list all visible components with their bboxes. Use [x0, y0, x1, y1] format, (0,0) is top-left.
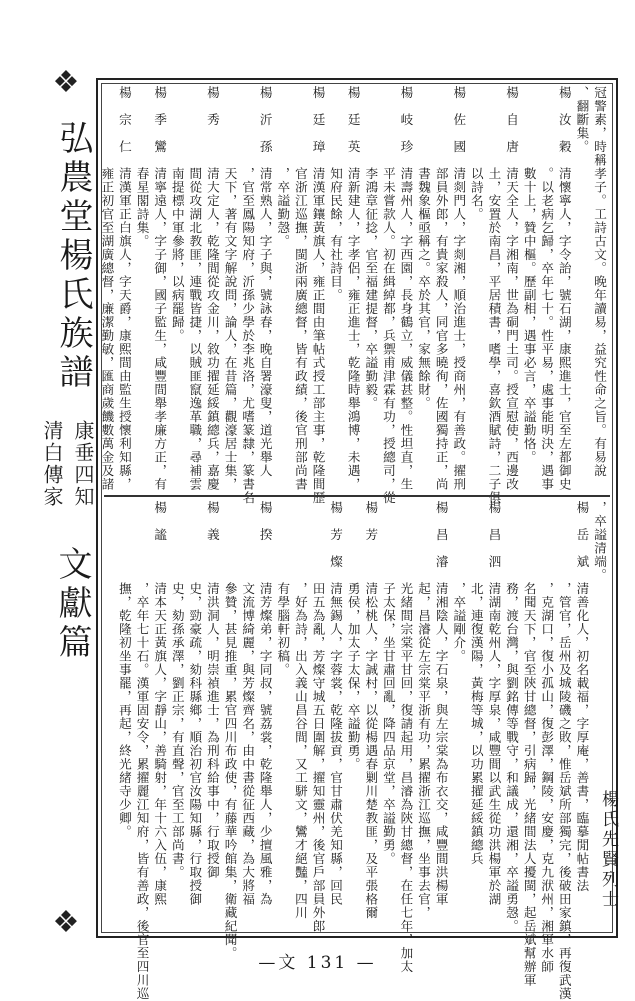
text-column: ，卒謚清端。 [592, 501, 607, 582]
text-column: 楊 廷 璋 清漢軍鑲黃旗人，雍正間由筆帖式授工部主事，乾隆間歷 [310, 86, 326, 505]
text-column: ，克湖口，復小孤山，復彭澤，鋼陵，安慶，克九洑州，湘軍水師 [539, 501, 555, 974]
text-column: 楊 岳 斌 清善化人，初名載福，字厚庵，善書，臨摹閒帖書法 [574, 501, 590, 893]
text-column: 楊 昌 泗 清湖南乾州人，字厚泉，咸豐間以武生從功洪楊軍於湖 [486, 501, 502, 906]
text-column: 、翻斷集。 [574, 86, 590, 154]
text-column: 史，劾孫承澤，劉正宗，有直聲，官至工部尚書。 [169, 501, 185, 879]
motto-line-1: 康垂四知 [71, 420, 95, 508]
text-column: ，卒謚剛介。 [451, 501, 467, 663]
text-column: 李鴻章征捻，官至福建提督，卒謚勤毅。 [363, 86, 379, 410]
text-column: 田五為亂，芳燦守城五日圍解，擢知靈州，後官戶部員外郎 [310, 501, 326, 933]
text-column: ，卒年七十石。漢軍固安令，累擢麗江知府，皆有善政，後官至四川巡 [134, 501, 150, 1001]
text-column: 知府民餘，有社詩目。 [328, 86, 344, 302]
text-column: 楊 佐 國 清剡門人，字剡湘，順治進士，授商州，有善政。擢刑 [451, 86, 467, 491]
text-column: 楊 芳 清松桃人，字誠村，以從楊遇春剿川楚教匪，及平張格爾 [363, 501, 379, 920]
text-column: 楊 芳 燦 清無錫人，字蓉裳，乾隆拔貢，官甘肅伏羌知縣，回民 [328, 501, 344, 906]
text-column: 起，昌濬從左宗棠平浙有功，累擢浙江巡撫，坐事去官， [416, 501, 432, 920]
left-banner [38, 60, 96, 940]
text-column: 楊 沂 孫 清常熟人，字子與，號詠春，晚自署濠叟，道光舉人 [257, 86, 273, 478]
text-column: ，官至鳳陽知府，沂孫少學於李兆洛，尤嗜篆隸，篆書名 [240, 86, 256, 505]
diamond-knot-ornament-icon: ❖ [52, 904, 80, 940]
text-column: 參贊，甚見推重，累官四川布政使，有藤華吟館集，衛藏紀聞。 [222, 501, 238, 960]
page-number: —文 131 — [258, 953, 377, 973]
section-footer-label: 楊氏先賢列士 [598, 790, 618, 910]
text-column: ，管官，岳州及城陵磯之敗，惟岳斌所部獨完，後破田家鎮，再復武漢 [556, 501, 572, 1001]
genealogy-title: 弘農堂楊氏族譜 [54, 120, 91, 393]
text-column: 平未嘗款人。初在緝綽都，兵禦甫津霖有功，授總司，從 [380, 86, 396, 505]
text-column: 楊 昌 濬 清湘陰人，字石泉，與左宗棠為布衣交，咸豐間洪楊軍 [433, 501, 449, 906]
text-column: 有學腦軒初稿。 [275, 501, 291, 677]
text-column: 春星閣詩集。 [134, 86, 150, 248]
section-divider [104, 495, 610, 497]
motto-line-2: 清白傳家 [40, 420, 64, 508]
text-column: 勇侯，加太子太保，卒謚勤勇。 [345, 501, 361, 771]
text-column: 文流博綺麗，與芳燦齊名，由中書從征西藏，為大將福 [240, 501, 256, 906]
text-column: 楊 謐 清本天正黃旗人，字靜山，善騎射，年十六入伍，康熙 [152, 501, 168, 906]
text-column: 楊 汝 穀 清懷寧人，字令詒，號石湖，康熙進士，官至左都御史 [556, 86, 572, 491]
upper-text-block [98, 86, 608, 505]
text-column: 間從攻湖北教匪，連戰皆捷，以賊匪竄逸革職，尋補雲 [187, 86, 203, 491]
text-column: 楊 季 鸞 清寧遠人，字子御，國子監生，咸豐間舉孝廉方正，有 [152, 86, 168, 491]
text-column: 。以老病乞歸，卒年七十。性平易，處事能明決，遇事 [539, 86, 555, 491]
section-title: 文獻篇 [52, 546, 92, 663]
text-column: 楊 義 清洪洞人，明崇禎進士，為刑科給事中，行取授御 [204, 501, 220, 879]
text-column: 楊 宗 仁 清漢軍正白旗人，字天爵，康熙間由監生授懷利知縣， [116, 86, 132, 491]
text-column: 史，勁豪疏，劾科縣鄉，順治初官汝陽知縣，行取授御 [187, 501, 203, 906]
text-column: 南提標中軍參將，以病罷歸。 [169, 86, 185, 343]
text-column: 書魏象樞亟稱之。卒於其官，家無餘財。 [416, 86, 432, 410]
text-column: 雍正初官至湖廣總督，廉潔勤敏，匯商歲饑數萬金及諸 [99, 86, 115, 491]
family-motto [40, 420, 96, 540]
text-column: 楊 揆 清芳燦弟，字同叔，號荔裳，乾隆舉人，少擅風雅，為 [257, 501, 273, 906]
text-column: 數十上，贊中樞。歷副相，遇事必言，卒謚勤恪。 [521, 86, 537, 464]
text-column: 光緒間宗棠平甘回，復請起用，昌濬為陝甘總督，在任七年，加太 [398, 501, 414, 974]
text-column: 務，渡台灣，與劉銘傳等戰守，和議成，還湘，卒謚勇愨。 [504, 501, 520, 933]
text-column: ，好為詩，出入義山昌谷間，又工駢文，鸞才絕豔，四川 [292, 501, 308, 920]
text-column: 名聞天下，官至陝甘總督，引病歸，光緒間法人擾閩，起岳斌幫辦軍 [521, 501, 537, 987]
text-column: 子太保，坐甘肅回亂，降四品京堂，卒謚勤勇。 [380, 501, 396, 866]
text-column: 楊 秀 清大定人，乾隆間從攻金川，敘功擢延綏鎮總兵，嘉慶 [204, 86, 220, 491]
text-column: 土，安置於南昌，平居積書，嗜學，喜欽酒賦詩，二子俱 [486, 86, 502, 505]
text-column: ，卒謚勤愨。 [275, 86, 291, 248]
text-column: 部員外郎，有貴家殺人，同官多曉徇，佐國獨持正，尚 [433, 86, 449, 491]
text-column: 撫，乾隆初坐事罷，再起，終光緒寺少卿。 [116, 501, 132, 839]
text-column: 楊 岐 珍 清壽州人，字西園，長身鶴立，威儀甚整。性坦直，生 [398, 86, 414, 491]
diamond-knot-ornament-icon: ❖ [52, 64, 80, 100]
text-column: 官浙江巡撫，閩浙兩廣總督，皆有政績，後官刑部尚書 [292, 86, 308, 491]
text-column: 以詩名。 [468, 86, 484, 221]
text-column: 冠警素，時稱孝子。工詩古文。晚年讀易，益究性命之旨。有易說 [592, 86, 607, 478]
text-column: 楊 自 唐 清天全人，字湘南，世為硐門土司。授宣慰使，西邊改 [504, 86, 520, 491]
text-column: 北，連復漢陽，黃梅等城，以功累擢延綏鎮總兵 [468, 501, 484, 866]
text-column: 楊 廷 英 清新建人，字孝侶，雍正進士，乾隆時舉鴻博，未遇， [345, 86, 361, 491]
text-column: 天下，著有文字解說問，論人，在昔篇，觀濠居士集， [222, 86, 238, 491]
